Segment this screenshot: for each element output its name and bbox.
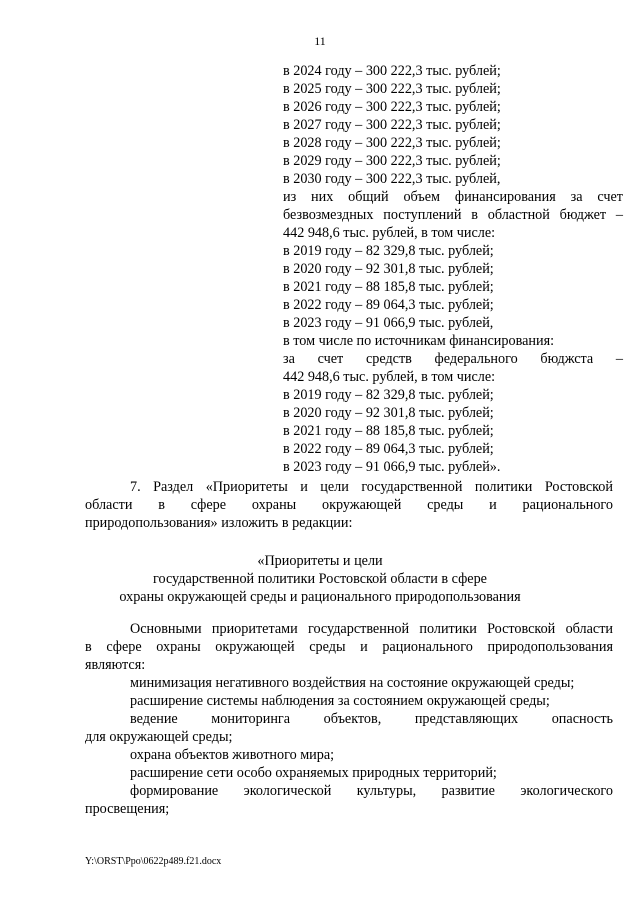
- text-line: являются:: [85, 657, 146, 673]
- page-number: 11: [314, 34, 326, 48]
- text-line: в 2019 году – 82 329,8 тыс. рублей;: [283, 243, 494, 259]
- list-item: ведение мониторинга объектов, представляющих опасность: [130, 711, 613, 727]
- text-line: в 2028 году – 300 222,3 тыс. рублей;: [283, 135, 501, 151]
- text-line: в сфере охраны окружающей среды и рационального природопользования: [85, 639, 613, 655]
- heading-line: «Приоритеты и цели: [257, 553, 383, 569]
- text-line: в 2021 году – 88 185,8 тыс. рублей;: [283, 279, 494, 295]
- text-line: в 2030 году – 300 222,3 тыс. рублей,: [283, 171, 501, 187]
- text-line: 442 948,6 тыс. рублей, в том числе:: [283, 369, 496, 385]
- text-line: природопользования» изложить в редакции:: [85, 515, 353, 531]
- text-line: из них общий объем финансирования за счет: [283, 189, 623, 205]
- text-line: безвозмездных поступлений в областной бюджет –: [283, 207, 623, 223]
- text-line: в 2023 году – 91 066,9 тыс. рублей,: [283, 315, 494, 331]
- text-line: в 2020 году – 92 301,8 тыс. рублей;: [283, 405, 494, 421]
- list-item-continuation: просвещения;: [85, 801, 170, 817]
- text-line: 442 948,6 тыс. рублей, в том числе:: [283, 225, 496, 241]
- text-line: в 2027 году – 300 222,3 тыс. рублей;: [283, 117, 501, 133]
- list-item: расширение системы наблюдения за состоянием окружающей среды;: [130, 693, 550, 709]
- list-item: минимизация негативного воздействия на состояние окружающей среды;: [130, 675, 575, 691]
- text-line: в 2022 году – 89 064,3 тыс. рублей;: [283, 297, 494, 313]
- text-line: в 2020 году – 92 301,8 тыс. рублей;: [283, 261, 494, 277]
- text-line: в 2022 году – 89 064,3 тыс. рублей;: [283, 441, 494, 457]
- text-line: в 2021 году – 88 185,8 тыс. рублей;: [283, 423, 494, 439]
- text-line: в том числе по источникам финансирования:: [283, 333, 555, 349]
- text-line: в 2019 году – 82 329,8 тыс. рублей;: [283, 387, 494, 403]
- text-line: Основными приоритетами государственной политики Ростовской области: [130, 621, 613, 637]
- text-line: в 2026 году – 300 222,3 тыс. рублей;: [283, 99, 501, 115]
- heading-line: государственной политики Ростовской области в сфере: [153, 571, 487, 587]
- text-line: за счет средств федерального бюджста –: [283, 351, 623, 367]
- text-line: в 2029 году – 300 222,3 тыс. рублей;: [283, 153, 501, 169]
- text-line: в 2024 году – 300 222,3 тыс. рублей;: [283, 63, 501, 79]
- list-item-continuation: для окружающей среды;: [85, 729, 233, 745]
- text-line: 7. Раздел «Приоритеты и цели государственной политики Ростовской: [130, 479, 613, 495]
- heading-line: охраны окружающей среды и рационального природопользования: [119, 589, 521, 605]
- file-path-footer: Y:\ORST\Ppo\0622p489.f21.docx: [85, 856, 222, 867]
- text-line: области в сфере охраны окружающей среды и рационального: [85, 497, 613, 513]
- list-item: расширение сети особо охраняемых природных территорий;: [130, 765, 497, 781]
- text-line: в 2023 году – 91 066,9 тыс. рублей».: [283, 459, 501, 475]
- list-item: охрана объектов животного мира;: [130, 747, 335, 763]
- list-item: формирование экологической культуры, развитие экологического: [130, 783, 613, 799]
- text-line: в 2025 году – 300 222,3 тыс. рублей;: [283, 81, 501, 97]
